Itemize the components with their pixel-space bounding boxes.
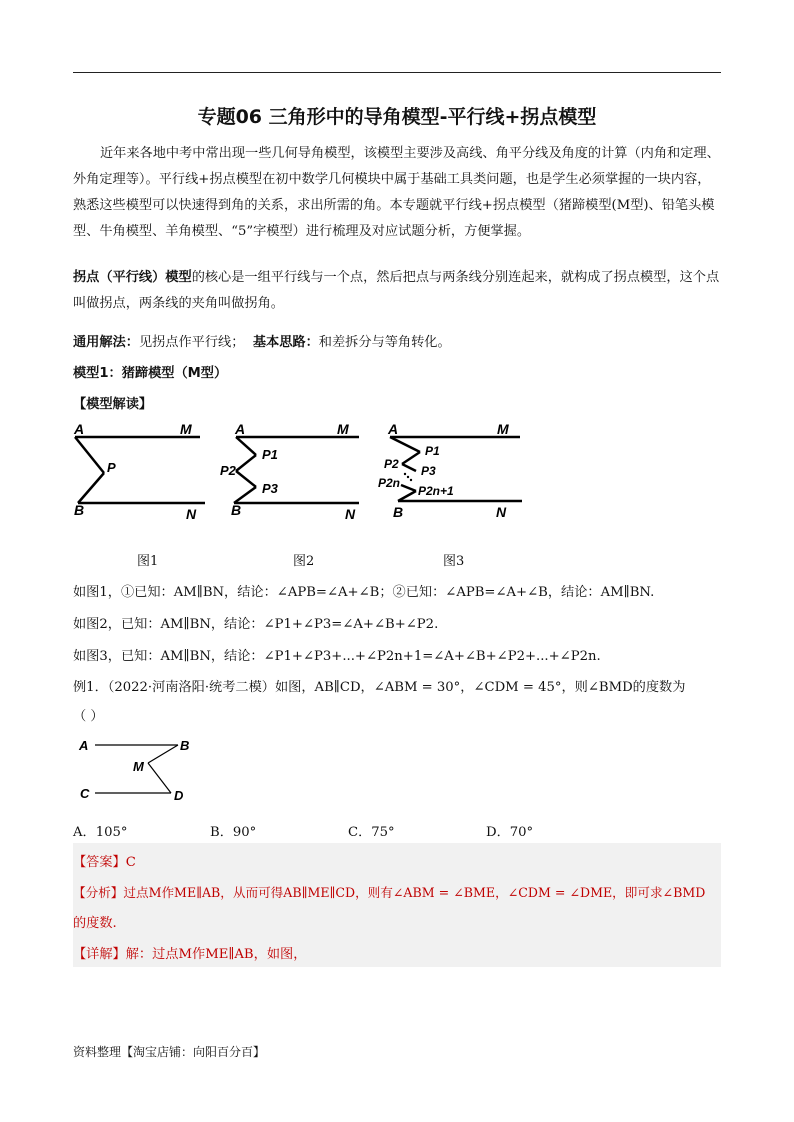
definition-term: 拐点（平行线）模型: [73, 270, 192, 285]
fig2-label-n: N: [345, 506, 356, 522]
page-title: 专题06 三角形中的导角模型-平行线+拐点模型: [197, 106, 597, 128]
caption-fig3: 图3: [443, 554, 465, 569]
fig2-label-p2: P2: [220, 463, 236, 478]
example-label-d: D: [174, 788, 184, 803]
intro-paragraph: 近年来各地中考中常出现一些几何导角模型，该模型主要涉及高线、角平分线及角度的计算（内角和定理、外角定理等）。平行线+拐点模型在初中数学几何模块中属于基础工具类问题，也是学生必须掌握的一块内容，熟悉这些模型可以快速得到角的关系，求出所需的角。本专题就平行线+拐点模型（猪蹄模型(M型)、铅笔头模型、牛角模型、羊角模型、“5”字模型）进行梳理及对应试题分析，方便掌握。: [73, 146, 720, 239]
model-reading-heading: 【模型解读】: [73, 397, 153, 412]
caption-fig2: 图2: [293, 554, 315, 569]
model-figures: [0, 415, 794, 530]
option-b: B．90°: [210, 825, 257, 840]
option-c: C．75°: [348, 825, 395, 840]
example-label-c: C: [80, 786, 90, 801]
fig1-label-p: P: [107, 460, 116, 475]
fig2-label-p1: P1: [262, 447, 278, 462]
example-label-a: A: [79, 738, 89, 753]
figure-1: [75, 437, 205, 503]
answer-line: 【答案】C: [73, 855, 136, 870]
option-a: A．105°: [73, 825, 128, 840]
fig3-label-m: M: [497, 421, 509, 437]
fig3-label-p3: P3: [421, 464, 436, 478]
fig3-label-b: B: [393, 504, 404, 520]
definition-text: 的核心是一组平行线与一个点，然后把点与两条线分别连起来，就构成了拐点模型，这个点叫做拐点，两条线的夹角叫做拐角。: [73, 270, 720, 311]
idea-label: 基本思路：: [252, 335, 319, 350]
conclusion-fig3: 如图3，已知：AM∥BN，结论：∠P1+∠P3+...+∠P2n+1=∠A+∠B+∠P2+...+∠P2n.: [73, 649, 601, 664]
fig3-label-n: N: [496, 504, 507, 520]
fig3-label-a: A: [388, 421, 399, 437]
figure-2: [234, 437, 359, 503]
method-text: 见拐点作平行线；: [138, 335, 245, 350]
idea-text: 和差拆分与等角转化。: [318, 335, 451, 350]
model-heading: 模型1：猪蹄模型（M型）: [73, 366, 228, 381]
example-answer-blank: （ ）: [73, 709, 104, 724]
fig3-label-p1: P1: [425, 444, 440, 458]
fig2-label-m: M: [337, 421, 349, 437]
fig2-label-p3: P3: [262, 481, 278, 496]
fig1-label-n: N: [186, 506, 197, 522]
fig2-label-a: A: [235, 421, 246, 437]
detail-line: 【详解】解：过点M作ME∥AB，如图，: [73, 947, 307, 962]
figure-3: [390, 437, 522, 501]
fig3-label-p2: P2: [384, 457, 399, 471]
example-figure: [70, 735, 220, 807]
method-line: [73, 331, 451, 350]
conclusion-fig1: 如图1，①已知：AM∥BN，结论：∠APB=∠A+∠B；②已知：∠APB=∠A+∠B，结论：AM∥BN.: [73, 585, 655, 600]
fig3-label-p2n1: P2n+1: [418, 484, 454, 498]
method-label: 通用解法：: [73, 335, 139, 350]
example-label-b: B: [180, 738, 190, 753]
fig1-label-b: B: [74, 502, 85, 518]
caption-fig1: 图1: [137, 554, 159, 569]
analysis-continuation: 的度数.: [73, 916, 117, 931]
fig1-label-m: M: [180, 421, 192, 437]
analysis-line: 【分析】过点M作ME∥AB，从而可得AB∥ME∥CD，则有∠ABM = ∠BME，∠CDM = ∠DME，即可求∠BMD: [73, 885, 706, 900]
fig3-label-p2n: P2n: [378, 476, 401, 490]
fig3-ellipsis-dots: [404, 473, 412, 481]
fig1-label-a: A: [74, 421, 85, 437]
example-label-m: M: [133, 759, 144, 774]
option-d: D．70°: [486, 825, 534, 840]
example-stem: 例1．（2022·河南洛阳·统考二模）如图，AB∥CD，∠ABM = 30°，∠CDM = 45°，则∠BMD的度数为: [73, 680, 686, 695]
footer-note: 资料整理【淘宝店铺：向阳百分百】: [73, 1045, 266, 1059]
fig2-label-b: B: [231, 502, 242, 518]
conclusion-fig2: 如图2，已知：AM∥BN，结论：∠P1+∠P3=∠A+∠B+∠P2.: [73, 617, 439, 632]
inflection-model-definition: [73, 265, 723, 317]
header-rule: [73, 72, 721, 73]
